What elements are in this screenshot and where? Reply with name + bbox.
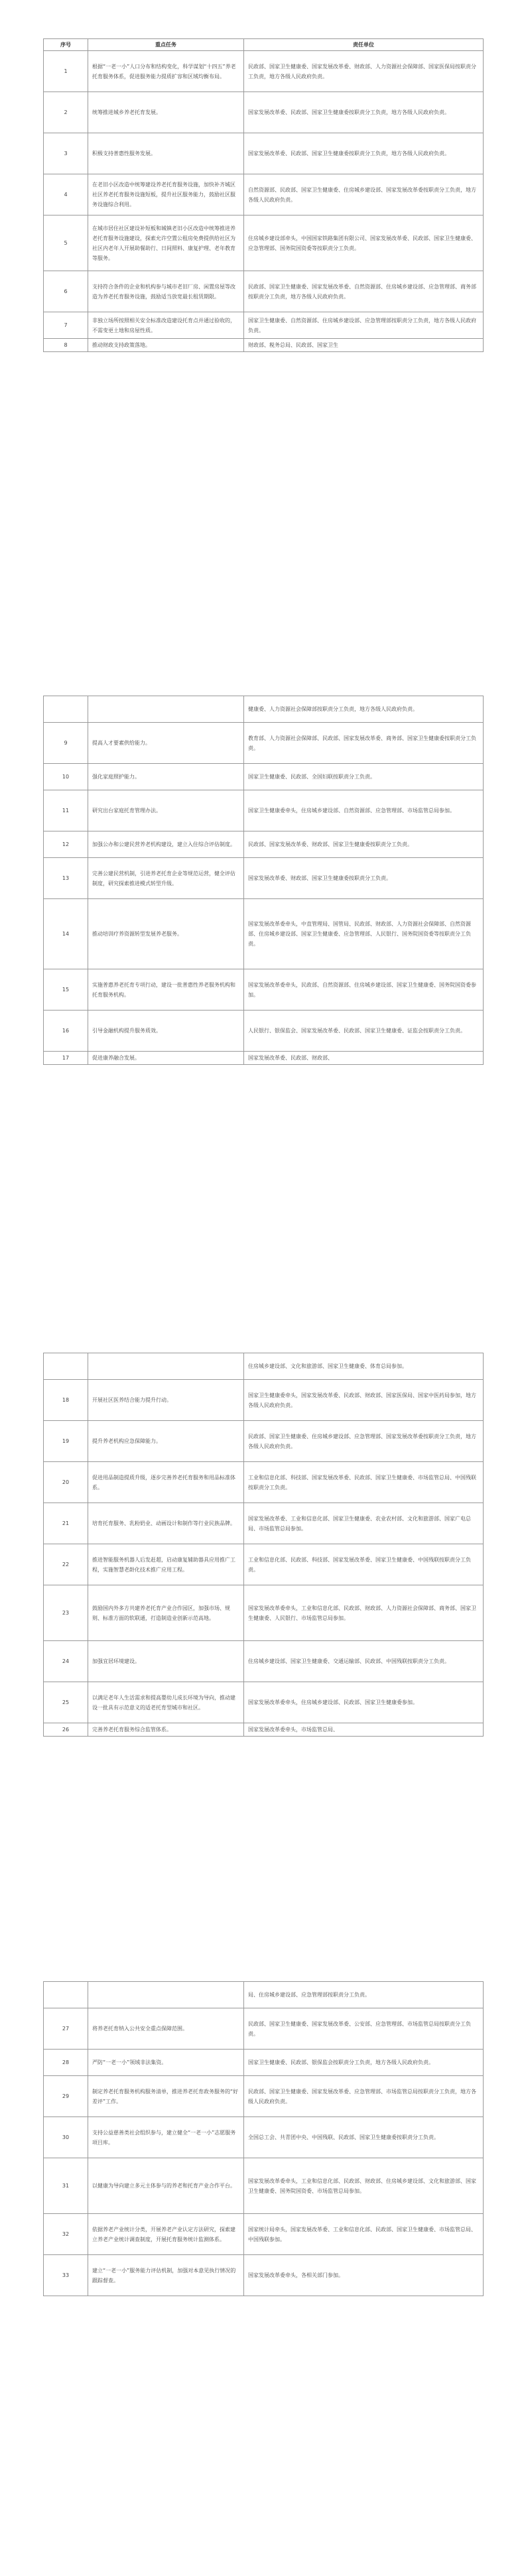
- cell-no: 23: [44, 1585, 88, 1641]
- cell-unit: 国家发展改革委牵头，工业和信息化部、民政部、财政部、住房城乡建设部、文化和旅游部、国家卫生健康委、国务院国资委、市场监管总局参加。: [244, 2158, 484, 2214]
- table-row: [44, 831, 484, 858]
- table-row: [44, 1421, 484, 1462]
- cell-unit: 国家发展改革委牵头，住房城乡建设部、民政部、国家卫生健康委参加。: [244, 1682, 484, 1723]
- table-row: [44, 1982, 484, 2008]
- cell-task: 促进用品制造提质升级，逐步完善养老托育服务和用品标准体系。: [88, 1462, 244, 1503]
- cell-task: 在城市居住社区建设补短板和城镇老旧小区改造中统筹推进养老托育服务设施建设，探索允许空置公租房免费提供给社区为社区内老年人开展助餐助行、日间照料、康复护理、老年教育等服务。: [88, 215, 244, 271]
- cell-no: 22: [44, 1544, 88, 1585]
- cell-task: [88, 1982, 244, 2008]
- cell-no: 11: [44, 790, 88, 831]
- cell-unit: 国家发展改革委牵头，各相关部门参加。: [244, 2255, 484, 2296]
- cell-no: 8: [44, 339, 88, 352]
- cell-unit: 住房城乡建设部、文化和旅游部、国家卫生健康委、体育总局参加。: [244, 1353, 484, 1380]
- table-row: [44, 696, 484, 723]
- cell-no: 31: [44, 2158, 88, 2214]
- table-row: [44, 2214, 484, 2255]
- cell-task: 提升养老机构应急保障能力。: [88, 1421, 244, 1462]
- table-row: [44, 92, 484, 133]
- cell-task: 推动财政支持政策落地。: [88, 339, 244, 352]
- cell-unit: 住房城乡建设部牵头，中国国家铁路集团有限公司、国家发展改革委、民政部、国家卫生健康委、应急管理部、国务院国资委等按职责分工负责。: [244, 215, 484, 271]
- cell-no: 15: [44, 969, 88, 1011]
- cell-no: 17: [44, 1052, 88, 1065]
- table-row: [44, 764, 484, 790]
- table-row: [44, 2050, 484, 2076]
- cell-unit: 国家发展改革委、工业和信息化部、国家卫生健康委、农业农村部、文化和旅游部、国家广电总局、市场监管总局参加。: [244, 1503, 484, 1544]
- cell-unit: 局、住房城乡建设部、应急管理部按职责分工负责。: [244, 1982, 484, 2008]
- table-row: [44, 271, 484, 312]
- cell-unit: 民政部、国家卫生健康委、国家发展改革委、公安部、应急管理部、市场监管总局按职责分工负责。: [244, 2008, 484, 2050]
- cell-task: 统筹推进城乡养老托育发展。: [88, 92, 244, 133]
- cell-task: 促进康养融合发展。: [88, 1052, 244, 1065]
- header-task: 重点任务: [88, 39, 244, 51]
- cell-no: 29: [44, 2076, 88, 2117]
- cell-task: 完善公建民营机制，引进养老托育企业等规范运营，健全评估制度，研究探索推进模式转型升级。: [88, 858, 244, 899]
- table-row: [44, 790, 484, 831]
- table-row: [44, 899, 484, 969]
- table-row: [44, 1544, 484, 1585]
- cell-no: 3: [44, 133, 88, 174]
- table-page-4: [43, 1981, 483, 2296]
- table-row: [44, 1462, 484, 1503]
- cell-unit: 国家卫生健康委牵头，国家发展改革委、民政部、财政部、国家医保局、国家中医药局参加，地方各级人民政府负责。: [244, 1380, 484, 1421]
- cell-task: 非独立场所按照相关安全标准改造建设托育点并通过验收的，不需变更土地和房屋性质。: [88, 312, 244, 339]
- cell-no: 30: [44, 2117, 88, 2158]
- table-row: [44, 339, 484, 352]
- cell-no: 21: [44, 1503, 88, 1544]
- cell-task: 依据养老产业统计分类，开展养老产业认定方法研究，探索建立养老产业统计调查制度，开展托育服务统计监测体系。: [88, 2214, 244, 2255]
- cell-task: 积极支持普惠性服务发展。: [88, 133, 244, 174]
- cell-unit: 国家卫生健康委、民政部、银保监会按职责分工负责，地方各级人民政府负责。: [244, 2050, 484, 2076]
- cell-task: 根据“一老一小”人口分布和结构变化，科学谋划“十四五”养老托育服务体系，促进服务能力提质扩容和区域均衡布局。: [88, 51, 244, 92]
- cell-no: [44, 696, 88, 723]
- cell-task: 开展社区医养结合能力提升行动。: [88, 1380, 244, 1421]
- cell-task: 在老旧小区改造中统筹建设养老托育服务设施，加快补齐城区社区养老托育服务设施短板，提升社区服务能力，鼓励社区服务设施综合利用。: [88, 174, 244, 215]
- cell-unit: 民政部、国家卫生健康委、住房城乡建设部、应急管理部、国家发展改革委按职责分工负责，地方各级人民政府负责。: [244, 1421, 484, 1462]
- cell-unit: 住房城乡建设部、国家卫生健康委、交通运输部、民政部、中国残联按职责分工负责。: [244, 1641, 484, 1682]
- cell-task: 建立“一老一小”服务能力评估机制，加强对本意见执行情况的跟踪督查。: [88, 2255, 244, 2296]
- cell-no: 26: [44, 1723, 88, 1737]
- table-row: [44, 174, 484, 215]
- cell-task: [88, 1353, 244, 1380]
- cell-no: 27: [44, 2008, 88, 2050]
- cell-unit: 国家卫生健康委、民政部、全国妇联按职责分工负责。: [244, 764, 484, 790]
- cell-task: 制定养老托育服务机构服务清单，推进养老托育政务服务的“好差评”工作。: [88, 2076, 244, 2117]
- cell-task: 鼓励国内外多方共建养老托育产业合作园区，加强市场、规则、标准方面的软联通，打造制造业创新示范高地。: [88, 1585, 244, 1641]
- cell-no: 24: [44, 1641, 88, 1682]
- cell-unit: 自然资源部、民政部、国家卫生健康委、住房城乡建设部、国家发展改革委按职责分工负责，地方各级人民政府负责。: [244, 174, 484, 215]
- cell-task: 完善养老托育服务综合监管体系。: [88, 1723, 244, 1737]
- cell-task: 加强宜居环境建设。: [88, 1641, 244, 1682]
- table-row: [44, 2117, 484, 2158]
- table-row: [44, 133, 484, 174]
- cell-unit: 国家发展改革委、民政部、国家卫生健康委按职责分工负责，地方各级人民政府负责。: [244, 92, 484, 133]
- table-row: [44, 312, 484, 339]
- cell-task: 引导金融机构提升服务质效。: [88, 1011, 244, 1052]
- table-row: [44, 1052, 484, 1065]
- table-row: [44, 723, 484, 764]
- cell-unit: 国家发展改革委、民政部、国家卫生健康委按职责分工负责，地方各级人民政府负责。: [244, 133, 484, 174]
- table-row: [44, 1011, 484, 1052]
- cell-unit: 国家发展改革委牵头，民政部、自然资源部、住房城乡建设部、国家卫生健康委、国务院国资委参加。: [244, 969, 484, 1011]
- cell-unit: 工业和信息化部、民政部、科技部、国家发展改革委、国家卫生健康委、中国残联按职责分工负责。: [244, 1544, 484, 1585]
- table-row: [44, 1380, 484, 1421]
- cell-no: 12: [44, 831, 88, 858]
- cell-task: 培育托育服务、乳粉奶业、动画设计和制作等行业民族品牌。: [88, 1503, 244, 1544]
- cell-task: 加强公办和公建民营养老机构建设，建立入住综合评估制度。: [88, 831, 244, 858]
- table-row: [44, 1723, 484, 1737]
- cell-task: 严防“一老一小”领域非法集资。: [88, 2050, 244, 2076]
- cell-unit: 国家发展改革委、财政部、国家卫生健康委按职责分工负责。: [244, 858, 484, 899]
- cell-unit: 工业和信息化部、科技部、国家发展改革委、民政部、国家卫生健康委、市场监管总局、中国残联按职责分工负责。: [244, 1462, 484, 1503]
- cell-no: 5: [44, 215, 88, 271]
- cell-unit: 国家卫生健康委牵头，住房城乡建设部、自然资源部、应急管理部、市场监管总局参加。: [244, 790, 484, 831]
- table-row: [44, 969, 484, 1011]
- cell-no: 13: [44, 858, 88, 899]
- table-page-3: [43, 1353, 483, 1737]
- cell-unit: 民政部、国家卫生健康委、国家发展改革委、财政部、人力资源社会保障部、国家医保局按职责分工负责，地方各级人民政府负责。: [244, 51, 484, 92]
- cell-no: 18: [44, 1380, 88, 1421]
- table-row: [44, 858, 484, 899]
- cell-task: 强化家庭照护能力。: [88, 764, 244, 790]
- cell-task: 推动培训疗养资源转型发展养老服务。: [88, 899, 244, 969]
- cell-task: 提高人才要素供给能力。: [88, 723, 244, 764]
- cell-no: 16: [44, 1011, 88, 1052]
- cell-task: 支持公益慈善类社会组织参与，建立健全“一老一小”志愿服务项目库。: [88, 2117, 244, 2158]
- cell-no: 28: [44, 2050, 88, 2076]
- cell-no: 32: [44, 2214, 88, 2255]
- table-row: [44, 1503, 484, 1544]
- table-page-2: [43, 696, 483, 1065]
- table-row: [44, 215, 484, 271]
- cell-no: 6: [44, 271, 88, 312]
- cell-no: [44, 1982, 88, 2008]
- header-unit: 责任单位: [244, 39, 484, 51]
- table-row: [44, 1641, 484, 1682]
- cell-unit: 国家发展改革委牵头，市场监管总局、: [244, 1723, 484, 1737]
- cell-unit: 民政部、国家卫生健康委、国家发展改革委、自然资源部、住房城乡建设部、应急管理部、商务部按职责分工负责，地方各级人民政府负责。: [244, 271, 484, 312]
- table-row: [44, 1682, 484, 1723]
- cell-unit: 民政部、国家卫生健康委、国家发展改革委、应急管理部、市场监管总局按职责分工负责，地方各级人民政府负责。: [244, 2076, 484, 2117]
- cell-task: 研究出台家庭托育管理办法。: [88, 790, 244, 831]
- cell-unit: 国家发展改革委牵头，工业和信息化部、民政部、财政部、人力资源社会保障部、商务部、国家卫生健康委、人民银行、市场监管总局参加。: [244, 1585, 484, 1641]
- cell-unit: 国家发展改革委、民政部、财政部、: [244, 1052, 484, 1065]
- cell-no: 14: [44, 899, 88, 969]
- cell-no: [44, 1353, 88, 1380]
- table-row: [44, 2008, 484, 2050]
- table-row: [44, 2158, 484, 2214]
- table-row: [44, 1585, 484, 1641]
- table-row: [44, 2076, 484, 2117]
- cell-task: 支持符合条件的企业和机构参与城市老旧厂房、闲置房屋等改造为养老托育服务设施，鼓励适当放宽最长租赁期限。: [88, 271, 244, 312]
- cell-unit: 民政部、国家发展改革委、财政部、国家卫生健康委按职责分工负责。: [244, 831, 484, 858]
- cell-task: 以健康为导向建立多元主体参与的养老和托育产业合作平台。: [88, 2158, 244, 2214]
- cell-no: 4: [44, 174, 88, 215]
- cell-unit: 健康委、人力资源社会保障部按职责分工负责，地方各级人民政府负责。: [244, 696, 484, 723]
- cell-no: 33: [44, 2255, 88, 2296]
- cell-no: 2: [44, 92, 88, 133]
- cell-unit: 国家统计局牵头，国家发展改革委、工业和信息化部、民政部、国家卫生健康委、市场监管总局、中国残联参加。: [244, 2214, 484, 2255]
- cell-unit: 全国总工会、共青团中央、中国残联、民政部、国家卫生健康委按职责分工负责。: [244, 2117, 484, 2158]
- table-row: [44, 2255, 484, 2296]
- header-no: 序号: [44, 39, 88, 51]
- cell-task: 将养老托育纳入公共安全重点保障范围。: [88, 2008, 244, 2050]
- table-row: [44, 1353, 484, 1380]
- cell-no: 20: [44, 1462, 88, 1503]
- cell-no: 10: [44, 764, 88, 790]
- cell-no: 25: [44, 1682, 88, 1723]
- cell-task: 实施普惠养老托育专项行动，建设一批普惠性养老服务机构和托育服务机构。: [88, 969, 244, 1011]
- cell-unit: 财政部、税务总局、民政部、国家卫生: [244, 339, 484, 352]
- cell-task: 推进智能服务机器人后发赶超，启动康复辅助器具应用推广工程，实施智慧老龄化技术推广应用工程。: [88, 1544, 244, 1585]
- cell-no: 7: [44, 312, 88, 339]
- cell-unit: 人民银行、银保监会、国家发展改革委、民政部、国家卫生健康委、证监会按职责分工负责。: [244, 1011, 484, 1052]
- cell-task: 以满足老年人生活需求和提高婴幼儿成长环境为导向，推动建设一批具有示范意义的适老托育型城市和社区。: [88, 1682, 244, 1723]
- cell-no: 9: [44, 723, 88, 764]
- cell-no: 19: [44, 1421, 88, 1462]
- table-page-1: [43, 38, 483, 352]
- table-header: [44, 39, 484, 51]
- table-row: [44, 51, 484, 92]
- cell-task: [88, 696, 244, 723]
- cell-unit: 国家卫生健康委、自然资源部、住房城乡建设部、应急管理部按职责分工负责，地方各级人民政府负责。: [244, 312, 484, 339]
- cell-unit: 国家发展改革委牵头，中直管理局、国管局、民政部、财政部、人力资源社会保障部、自然资源部、住房城乡建设部、国家卫生健康委、应急管理部、人民银行、国务院国资委等按职责分工负责。: [244, 899, 484, 969]
- cell-unit: 教育部、人力资源社会保障部、民政部、国家发展改革委、商务部、国家卫生健康委按职责分工负责。: [244, 723, 484, 764]
- cell-no: 1: [44, 51, 88, 92]
